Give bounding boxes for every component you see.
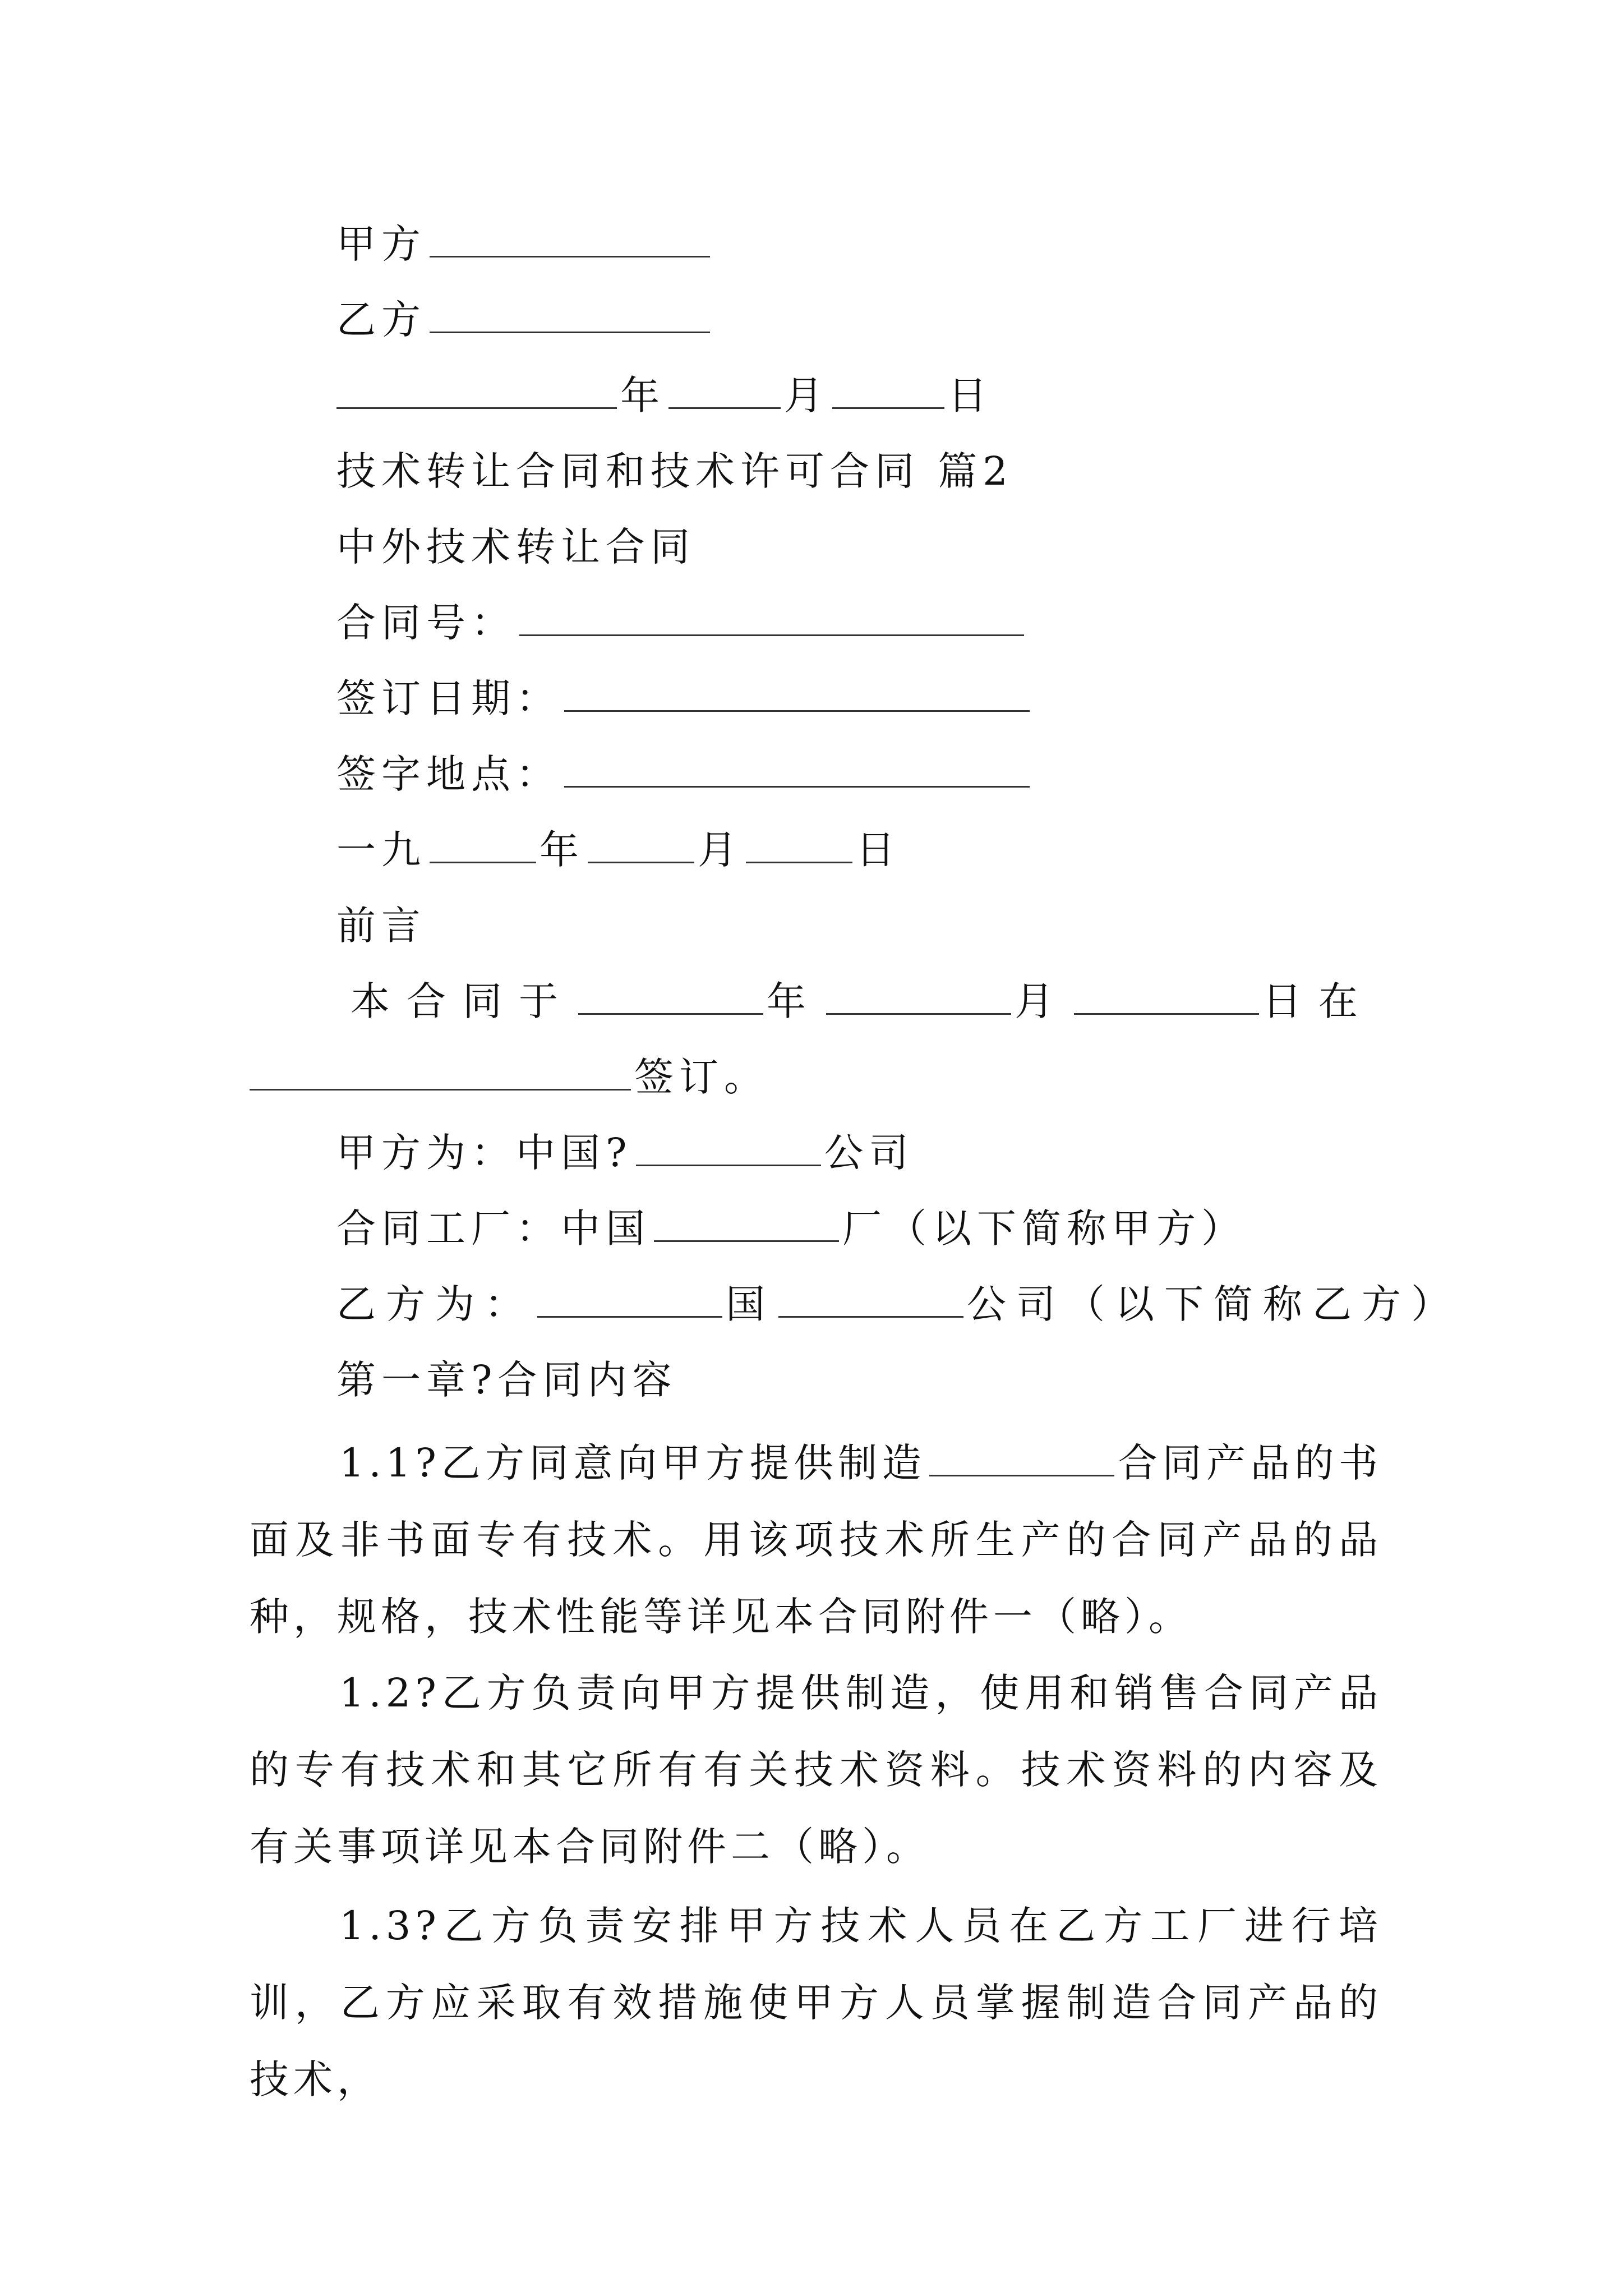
year-label-1: 年 — [620, 372, 665, 418]
factory-prefix: 合同工厂：中国 — [336, 1205, 651, 1251]
preface-heading — [336, 898, 426, 954]
preface-heading-text: 前言 — [336, 903, 426, 949]
month-blank-2 — [588, 827, 694, 863]
preface-place-blank — [250, 1054, 631, 1091]
year-blank-1 — [336, 372, 617, 409]
party-a-line — [336, 216, 713, 272]
preface-line-2 — [250, 1049, 769, 1105]
preface-line-1 — [351, 973, 1375, 1029]
day-blank-1 — [832, 372, 944, 409]
month-label-1: 月 — [784, 372, 829, 418]
factory-suffix: 厂（以下简称甲方） — [842, 1205, 1246, 1251]
party-a-blank — [430, 221, 710, 257]
contract-title — [336, 519, 695, 575]
preface-month-blank — [826, 978, 1011, 1015]
chapter-1-heading — [336, 1352, 677, 1408]
clause-1-3-text: 1.3?乙方负责安排甲方技术人员在乙方工厂进行培训，乙方应采取有效措施使甲方人员掌握制造合同产品的技术， — [250, 1903, 1382, 2102]
year-prefix: 一九 — [336, 827, 426, 873]
preface-text-e: 签订。 — [634, 1054, 769, 1100]
date-line-1 — [336, 367, 993, 424]
day-label-1: 日 — [948, 372, 993, 418]
article-heading — [336, 443, 1013, 499]
clause-1-2 — [250, 1655, 1382, 1885]
preface-day-blank — [1074, 978, 1259, 1015]
sign-place-blank — [564, 751, 1030, 788]
preface-text-b: 年 — [767, 978, 823, 1024]
party-b-label: 乙方 — [336, 297, 426, 343]
contract-number-blank — [519, 600, 1024, 636]
clause-1-3 — [250, 1888, 1382, 2118]
party-b-is-line — [336, 1276, 1460, 1332]
factory-blank — [654, 1205, 839, 1242]
party-b-line — [336, 292, 713, 348]
sign-date-blank — [564, 675, 1030, 712]
party-b-country-blank — [537, 1281, 722, 1318]
sign-place-line — [336, 746, 1033, 802]
party-b-company-blank — [778, 1281, 963, 1318]
clause-1-1-blank — [929, 1440, 1114, 1476]
day-blank-2 — [746, 827, 852, 863]
day-label-2: 日 — [856, 827, 901, 873]
party-a-company-blank — [636, 1130, 821, 1166]
contract-number-line — [336, 595, 1027, 651]
party-b-is-suffix: 公司（以下简称乙方） — [967, 1281, 1460, 1327]
party-a-is-line — [336, 1125, 914, 1181]
year-blank-2 — [430, 827, 536, 863]
sign-place-label: 签字地点： — [336, 751, 561, 797]
clause-1-1-text-a: 1.1?乙方同意向甲方提供制造 — [339, 1440, 926, 1486]
preface-text-a: 本合同于 — [351, 978, 575, 1024]
month-label-2: 月 — [698, 827, 743, 873]
clause-1-2-text: 1.2?乙方负责向甲方提供制造，使用和销售合同产品的专有技术和其它所有有关技术资料。技术资料的内容及有关事项详见本合同附件二（略）。 — [250, 1670, 1382, 1870]
preface-text-c: 月 — [1015, 978, 1071, 1024]
party-a-is-prefix: 甲方为：中国? — [336, 1130, 633, 1176]
party-b-blank — [430, 297, 710, 333]
party-a-label: 甲方 — [336, 221, 426, 267]
preface-year-blank — [578, 978, 763, 1015]
clause-1-1 — [250, 1425, 1382, 1655]
sign-date-label: 签订日期： — [336, 675, 561, 721]
sign-date-line — [336, 670, 1033, 726]
party-a-is-suffix: 公司 — [824, 1130, 914, 1176]
article-heading-text: 技术转让合同和技术许可合同 篇2 — [336, 448, 1013, 494]
party-b-is-prefix: 乙方为： — [336, 1281, 534, 1327]
chapter-1-text: 第一章?合同内容 — [336, 1357, 677, 1403]
month-blank-1 — [668, 372, 781, 409]
party-b-is-mid: 国 — [726, 1281, 775, 1327]
preface-text-d: 日在 — [1262, 978, 1375, 1024]
date-line-2 — [336, 822, 901, 878]
factory-line — [336, 1200, 1246, 1257]
contract-number-label: 合同号： — [336, 600, 516, 646]
clause-1-1-text-b: 合同产品的书面及非书面专有技术。用该项技术所生产的合同产品的品种，规格，技术性能等详见本合同附件一（略）。 — [250, 1440, 1382, 1640]
contract-title-text: 中外技术转让合同 — [336, 524, 695, 570]
year-label-2: 年 — [540, 827, 584, 873]
